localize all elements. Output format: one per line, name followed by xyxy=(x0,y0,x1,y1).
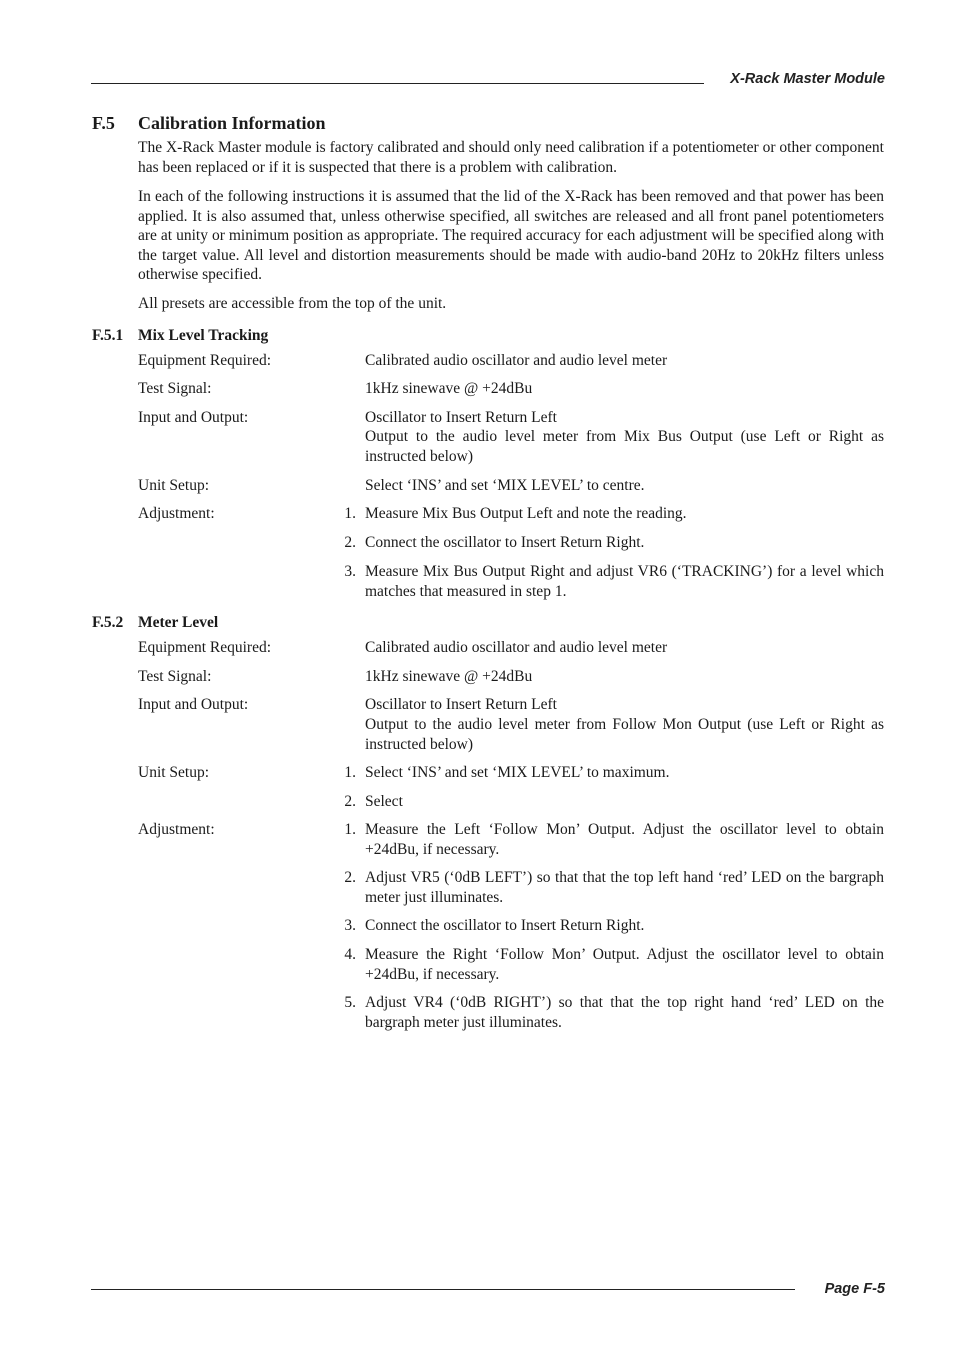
step-number: 3. xyxy=(344,563,356,580)
adjustment-label: Adjustment: xyxy=(138,821,215,838)
intro-paragraph: The X-Rack Master module is factory calibrated and should only need calibration if a potentiometer or other component has been replaced or if it is suspected that there is a problem with calibration. xyxy=(138,139,884,176)
step-text: Measure the Right ‘Follow Mon’ Output. Adjust the oscillator level to obtain +24dBu, if necessary. xyxy=(365,946,884,983)
io-value-line2: Output to the audio level meter from Follow Mon Output (use Left or Right as instructed below) xyxy=(365,716,884,753)
assumptions-paragraph: In each of the following instructions it is assumed that the lid of the X-Rack has been removed and that power has been applied. It is also assumed that, unless otherwise specified, all switches are released and all front panel potentiometers are at unity or minimum position as appropriate. The required accuracy for each adjustment will be specified along with the target value. All level and distortion measurements should be made with audio-band 20Hz to 20kHz filters unless otherwise specified. xyxy=(138,188,884,283)
subsection-number: F.5.1 xyxy=(92,327,124,344)
header-rule xyxy=(91,83,704,84)
setup-step-number: 1. xyxy=(344,764,356,781)
step-number: 5. xyxy=(344,994,356,1011)
step-text: Adjust VR5 (‘0dB LEFT’) so that that the top left hand ‘red’ LED on the bargraph meter just illuminates. xyxy=(365,869,884,906)
subsection-title: Meter Level xyxy=(138,614,219,631)
step-text: Connect the oscillator to Insert Return Right. xyxy=(365,917,645,934)
equipment-value: Calibrated audio oscillator and audio level meter xyxy=(365,639,668,656)
step-number: 1. xyxy=(344,821,356,838)
footer-rule xyxy=(91,1289,795,1290)
section-title: Calibration Information xyxy=(138,113,326,133)
step-number: 2. xyxy=(344,534,356,551)
io-value-line1: Oscillator to Insert Return Left xyxy=(365,409,557,426)
io-label: Input and Output: xyxy=(138,409,249,426)
section-number: F.5 xyxy=(92,113,115,133)
presets-paragraph: All presets are accessible from the top of the unit. xyxy=(138,295,447,312)
equipment-value: Calibrated audio oscillator and audio level meter xyxy=(365,352,668,369)
unit-setup-value: Select ‘INS’ and set ‘MIX LEVEL’ to centre. xyxy=(365,477,645,494)
step-number: 4. xyxy=(344,946,356,963)
test-signal-value: 1kHz sinewave @ +24dBu xyxy=(365,380,533,397)
page-number: Page F-5 xyxy=(824,1281,885,1297)
test-signal-value: 1kHz sinewave @ +24dBu xyxy=(365,668,533,685)
setup-step-text: Select xyxy=(365,793,403,810)
test-signal-label: Test Signal: xyxy=(138,380,212,397)
subsection-number: F.5.2 xyxy=(92,614,124,631)
unit-setup-label: Unit Setup: xyxy=(138,764,210,781)
test-signal-label: Test Signal: xyxy=(138,668,212,685)
setup-step-number: 2. xyxy=(344,793,356,810)
setup-step-text: Select ‘INS’ and set ‘MIX LEVEL’ to maximum. xyxy=(365,764,670,781)
step-number: 3. xyxy=(344,917,356,934)
step-text: Adjust VR4 (‘0dB RIGHT’) so that that the top right hand ‘red’ LED on the bargraph meter just illuminates. xyxy=(365,994,884,1031)
adjustment-label: Adjustment: xyxy=(138,505,215,522)
step-text: Measure Mix Bus Output Left and note the reading. xyxy=(365,505,687,522)
step-number: 1. xyxy=(344,505,356,522)
unit-setup-label: Unit Setup: xyxy=(138,477,210,494)
io-label: Input and Output: xyxy=(138,696,249,713)
io-value-line2: Output to the audio level meter from Mix Bus Output (use Left or Right as instructed below) xyxy=(365,428,884,465)
equipment-label: Equipment Required: xyxy=(138,352,272,369)
header-title: X-Rack Master Module xyxy=(730,71,885,87)
step-text: Connect the oscillator to Insert Return Right. xyxy=(365,534,645,551)
step-text: Measure the Left ‘Follow Mon’ Output. Adjust the oscillator level to obtain +24dBu, if necessary. xyxy=(365,821,884,858)
step-text: Measure Mix Bus Output Right and adjust VR6 (‘TRACKING’) for a level which matches that measured in step 1. xyxy=(365,563,884,600)
io-value-line1: Oscillator to Insert Return Left xyxy=(365,696,557,713)
equipment-label: Equipment Required: xyxy=(138,639,272,656)
subsection-title: Mix Level Tracking xyxy=(138,327,269,344)
step-number: 2. xyxy=(344,869,356,886)
